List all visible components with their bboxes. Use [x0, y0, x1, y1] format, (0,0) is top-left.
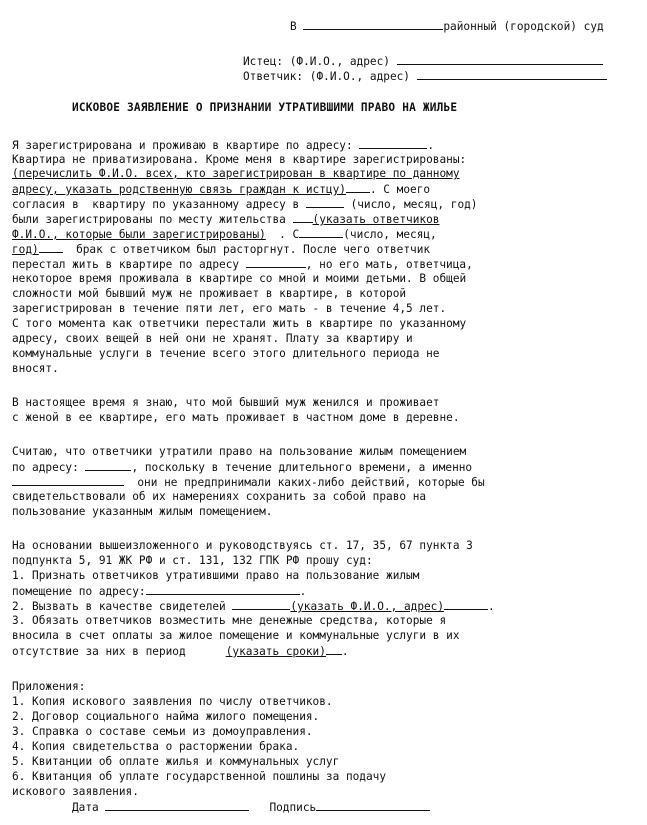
p1-line-9 — [12, 256, 473, 272]
p1-line-11: сложности мой бывший муж не проживает в квартире, в которой — [12, 287, 407, 300]
p1-line-16: вносят. — [12, 362, 59, 375]
plaintiff-label: Истец: (Ф.И.О., адрес) — [243, 55, 390, 68]
p4-line-3: 1. Признать ответчиков утратившими право на пользование жилым — [12, 569, 420, 582]
p1-line-6 — [12, 211, 439, 227]
p4-line-7: вносила в счет оплаты за жилое помещение и коммунальные услуги в их — [12, 629, 460, 642]
text: (указать ответчиков — [312, 213, 440, 226]
p4-line-8 — [12, 643, 349, 659]
address-field[interactable] — [85, 459, 131, 471]
p1-line-3: (перечислить Ф.И.О. всех, кто зарегистрирован в квартире по данному — [12, 167, 460, 180]
attachments-heading: Приложения: — [12, 680, 86, 693]
p1-line-2: Квартира не приватизирована. Кроме меня в квартире зарегистрированы: — [12, 153, 467, 166]
blank-field[interactable] — [293, 211, 313, 223]
attachment-item: искового заявления. — [12, 785, 139, 798]
document-title: ИСКОВОЕ ЗАЯВЛЕНИЕ О ПРИЗНАНИИ УТРАТИВШИМИ ПРАВО НА ЖИЛЬЕ — [72, 101, 458, 114]
address-field[interactable] — [359, 137, 427, 149]
p3-line-5: пользование указанным жилым помещением. — [12, 505, 273, 518]
text: . — [488, 600, 495, 613]
court-line — [290, 18, 604, 34]
court-prefix: В — [290, 20, 297, 33]
text: . — [427, 139, 435, 152]
p1-line-8 — [12, 241, 430, 257]
p3-line-4: свидетельствовали об их намерениях сохранить за собой право на — [12, 490, 427, 503]
date-input[interactable] — [105, 799, 249, 811]
text: Ф.И.О., которые были зарегистрированы) — [12, 228, 266, 241]
attachment-item: 3. Справка о составе семьи из домоуправления. — [12, 725, 313, 738]
text: отсутствие за них в период — [12, 645, 186, 658]
p1-line-13: С того момента как ответчики перестали жить в квартире по указанному — [12, 317, 467, 330]
text: брак с ответчиком был расторгнут. После чего ответчик — [76, 243, 431, 256]
blank-field[interactable] — [39, 241, 63, 253]
date-label: Дата — [72, 801, 99, 814]
signature-label: Подпись — [269, 801, 317, 814]
signature-input[interactable] — [316, 799, 430, 811]
court-name-field[interactable] — [303, 18, 443, 30]
text: по адресу: — [12, 461, 79, 474]
text: помещение по адресу: — [12, 585, 146, 598]
attachment-item: 2. Договор социального найма жилого помещения. — [12, 710, 320, 723]
p1-line-4 — [12, 181, 430, 197]
text: были зарегистрированы по месту жительства — [12, 213, 286, 226]
blank-field[interactable] — [444, 598, 488, 610]
text: перестал жить в квартире по адресу — [12, 258, 240, 271]
p2-line-2: с женой в ее квартире, его мать проживает в частном доме в деревне. — [12, 411, 460, 424]
address-field[interactable] — [246, 256, 306, 268]
p1-line-1 — [12, 137, 434, 153]
p4-line-2: подпункта 5, 91 ЖК РФ и ст. 131, 132 ГПК РФ прошу суд: — [12, 554, 373, 567]
text: (число, месяц, — [343, 228, 437, 241]
p3-line-1: Считаю, что ответчики утратили право на пользование жилым помещением — [12, 445, 467, 458]
text: , поскольку в течение длительного времени, а именно — [131, 461, 473, 474]
period-field[interactable] — [12, 474, 124, 486]
p1-line-12: зарегистрирован в течение пяти лет, его мать - в течение 4,5 лет. — [12, 302, 447, 315]
p3-line-2 — [12, 459, 472, 475]
p4-line-1: На основании вышеизложенного и руководствуясь ст. 17, 35, 67 пункта 3 — [12, 539, 473, 552]
footer-line — [72, 799, 430, 815]
attachment-item: 4. Копия свидетельства о расторжении брака. — [12, 740, 300, 753]
attachment-item: 1. Копия искового заявления по числу ответчиков. — [12, 695, 333, 708]
date-field[interactable] — [299, 226, 343, 238]
text: . С моего — [369, 183, 431, 196]
text: (число, месяц, год) — [350, 198, 478, 211]
text: 2. Вызвать в качестве свидетелей — [12, 600, 226, 613]
blank-field[interactable] — [326, 643, 342, 655]
p1-line-15: коммунальные услуги в течение всего этого длительного периода не — [12, 347, 440, 360]
text: . С — [279, 228, 300, 241]
attachment-item: 5. Квитанции об оплате жилья и коммунальных услуг — [12, 755, 340, 768]
witness-field[interactable] — [232, 598, 290, 610]
p1-line-10: некоторое время проживала в квартире со мной и моими детьми. В общей — [12, 272, 467, 285]
defendant-label: Ответчик: (Ф.И.О., адрес) — [243, 70, 410, 83]
text: адресу, указать родственную связь граждан к истцу) — [12, 183, 346, 196]
plaintiff-line — [243, 53, 603, 69]
p4-line-5 — [12, 598, 495, 614]
text: , но его мать, ответчица, — [305, 258, 473, 271]
attachment-item: 6. Квитанция об уплате государственной пошлины за подачу — [12, 770, 387, 783]
text: . — [299, 585, 307, 598]
p2-line-1: В настоящее время я знаю, что мой бывший муж женился и проживает — [12, 396, 440, 409]
text: (указать Ф.И.О., адрес) — [290, 600, 445, 613]
address-field[interactable] — [146, 583, 300, 595]
p1-line-7 — [12, 226, 437, 242]
plaintiff-field[interactable] — [397, 53, 603, 65]
p4-line-6: 3. Обязать ответчиков возместить мне денежные средства, которые я — [12, 614, 447, 627]
text: (указать сроки) — [225, 645, 326, 658]
p1-line-14: адресу, своих вещей в ней они не хранят. Плату за квартиру и — [12, 332, 413, 345]
p1-line-5 — [12, 196, 477, 212]
text: они не предпринимали каких-либо действий, которые бы — [137, 476, 485, 489]
date-field[interactable] — [306, 196, 344, 208]
text: . — [341, 645, 349, 658]
defendant-line — [243, 68, 607, 84]
p4-line-4 — [12, 583, 306, 599]
court-suffix: районный (городской) суд — [443, 20, 604, 33]
defendant-field[interactable] — [417, 68, 607, 80]
text: Я зарегистрирована и проживаю в квартире по адресу: — [12, 139, 353, 152]
text: согласия в квартиру по указанному адресу в — [12, 198, 300, 211]
p3-line-3 — [12, 474, 485, 490]
text: год) — [12, 243, 39, 256]
blank-field[interactable] — [346, 181, 370, 193]
